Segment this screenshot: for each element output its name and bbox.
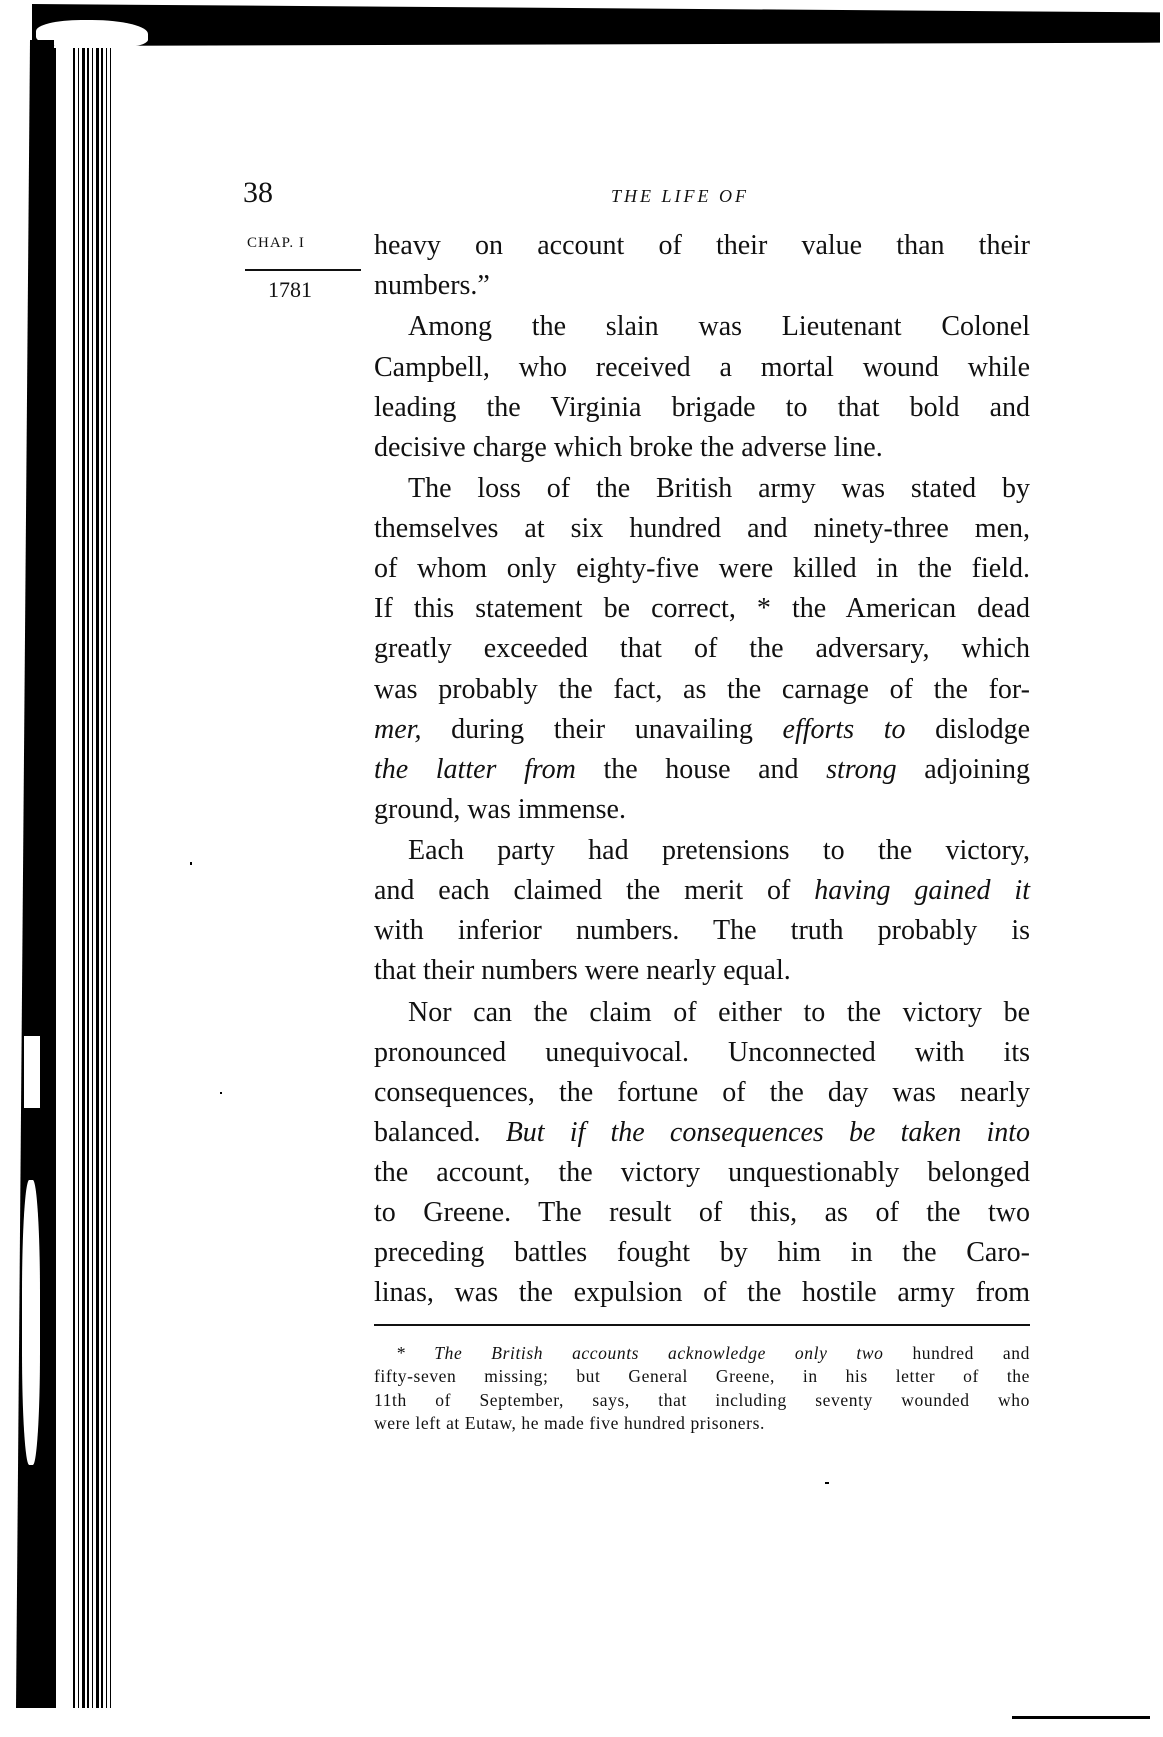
text-span: balanced.	[374, 1117, 506, 1148]
text-span: Campbell, who received a mortal wound while	[374, 351, 1030, 383]
text-span: The loss of the British army was stated by	[408, 473, 1030, 504]
text-line	[408, 993, 1030, 1033]
text-span: leading the Virginia brigade to that bold and	[374, 391, 1030, 423]
scan-binding-line	[54, 48, 56, 1708]
text-span: preceding battles fought by him in the Caro-	[374, 1237, 1030, 1269]
text-line	[374, 226, 1030, 266]
text-span: the house and	[575, 753, 827, 785]
text-line	[374, 549, 1030, 589]
italic-text: But if the consequences be taken into	[505, 1117, 1031, 1148]
text-span: Each party had pretensions to the victory,	[408, 835, 1030, 867]
text-span: during their unavailing	[421, 713, 783, 745]
text-line	[374, 428, 1030, 468]
text-line	[374, 911, 1030, 951]
text-line	[408, 469, 1030, 509]
text-span: heavy on account of their value than their	[374, 230, 1030, 261]
text-span: and each claimed the merit of	[374, 875, 815, 907]
italic-text: * The British accounts acknowledge only two	[396, 1343, 884, 1363]
text-span: were left at Eutaw, he made five hundred prisoners.	[374, 1412, 765, 1433]
italic-text: the latter from	[374, 753, 576, 785]
text-line	[408, 307, 1030, 347]
text-span: was probably the fact, as the carnage of the for-	[374, 673, 1030, 705]
footnote-line	[374, 1364, 1030, 1388]
text-line	[374, 790, 1030, 830]
text-span: adjoining	[896, 753, 1031, 785]
text-span: the account, the victory unquestionably belonged	[374, 1157, 1030, 1189]
text-span: linas, was the expulsion of the hostile army from	[374, 1277, 1030, 1309]
text-span: greatly exceeded that of the adversary, which	[374, 633, 1030, 665]
text-line	[374, 1073, 1030, 1113]
text-line	[374, 1033, 1030, 1073]
italic-text: mer,	[374, 713, 422, 745]
scan-left-blemish	[22, 1180, 40, 1465]
text-span: with inferior numbers. The truth probably is	[374, 915, 1030, 947]
text-span: numbers.”	[374, 270, 490, 302]
text-span: that their numbers were nearly equal.	[374, 955, 791, 987]
text-span: themselves at six hundred and ninety-three men,	[374, 513, 1030, 545]
italic-text: strong	[826, 753, 897, 785]
text-span: Among the slain was Lieutenant Colonel	[408, 311, 1030, 343]
text-span: If this statement be correct, * the American dead	[374, 593, 1030, 625]
italic-text: efforts to	[782, 713, 906, 745]
text-line	[374, 951, 1030, 991]
scan-left-blemish	[24, 1036, 40, 1108]
italic-text: having gained it	[814, 875, 1030, 907]
text-line	[374, 1193, 1030, 1233]
text-line	[374, 589, 1030, 629]
text-span: dislodge	[905, 713, 1030, 745]
text-span: hundred and	[883, 1343, 1031, 1363]
text-line	[374, 388, 1030, 428]
text-span: consequences, the fortune of the day was nearly	[374, 1076, 1030, 1108]
scan-speck	[825, 1482, 829, 1484]
footnote-rule	[374, 1324, 1030, 1326]
text-line	[374, 871, 1030, 911]
footnote-line	[374, 1411, 1030, 1435]
text-line	[374, 1233, 1030, 1273]
text-span: to Greene. The result of this, as of the two	[374, 1197, 1030, 1229]
text-line	[374, 1113, 1030, 1153]
text-line	[408, 831, 1030, 871]
text-span: pronounced unequivocal. Unconnected with its	[374, 1036, 1030, 1068]
text-span: 11th of September, says, that including seventy wounded who	[374, 1389, 1030, 1410]
text-span: of whom only eighty-five were killed in the field.	[374, 553, 1030, 585]
scan-speck	[220, 1092, 222, 1094]
scan-bottom-mark	[1012, 1716, 1150, 1719]
text-line	[374, 670, 1030, 710]
text-line	[374, 1273, 1030, 1313]
page-number: 38	[243, 176, 273, 209]
text-line	[374, 509, 1030, 549]
text-span: fifty-seven missing; but General Greene, in his letter of the	[374, 1366, 1030, 1387]
margin-rule	[245, 269, 361, 271]
running-head: THE LIFE OF	[611, 186, 749, 206]
text-line	[374, 1153, 1030, 1193]
text-span: ground, was immense.	[374, 793, 626, 825]
footnote-line	[396, 1341, 1030, 1365]
text-line	[374, 629, 1030, 669]
scan-speck	[190, 862, 192, 865]
scan-top-border	[32, 4, 1160, 46]
footnote-line	[374, 1388, 1030, 1412]
text-line	[374, 348, 1030, 388]
text-line	[374, 750, 1030, 790]
scan-left-border	[16, 40, 56, 1708]
text-line	[374, 710, 1030, 750]
text-line	[374, 266, 1030, 306]
scan-page-edges	[73, 48, 111, 1708]
text-span: decisive charge which broke the adverse line.	[374, 431, 883, 463]
margin-year: 1781	[268, 277, 312, 302]
text-span: Nor can the claim of either to the victory be	[408, 996, 1030, 1028]
margin-chapter-label: CHAP. I	[247, 235, 305, 251]
